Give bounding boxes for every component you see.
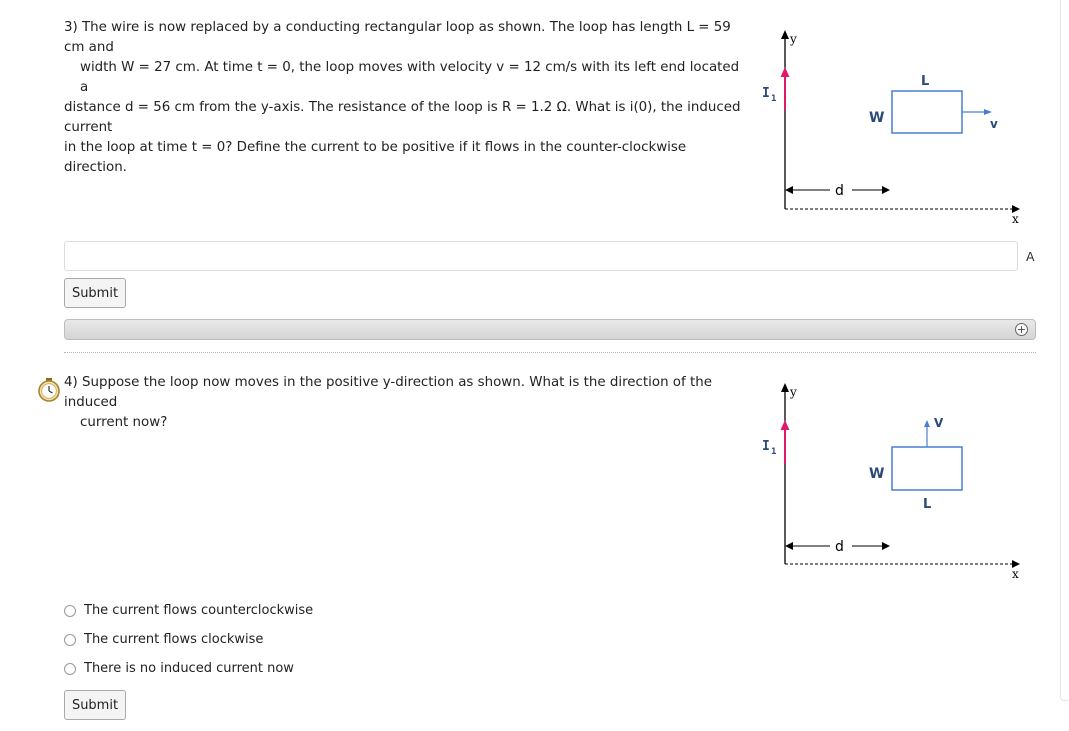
q3-w-label: W [869,110,885,126]
q3-figure [752,25,1032,230]
question-3-text [64,18,744,178]
q3-current-label: I [762,86,770,101]
q4-y-label: y [790,385,797,399]
q3-current-sub: 1 [771,94,777,104]
stopwatch-icon [38,378,60,402]
q3-y-label: y [790,32,797,46]
radio-ccw[interactable] [64,605,76,617]
q4-option-none-label: There is no induced current now [84,661,294,676]
q3-line-2: width W = 27 cm. At time t = 0, the loop moves with velocity v = 12 cm/s with its left end located a [80,60,740,95]
q4-current-label: I [762,439,770,454]
radio-none[interactable] [64,663,76,675]
q4-line-2: current now? [80,415,168,430]
q3-v-label: v [990,117,998,131]
q4-option-none[interactable] [64,661,294,676]
q3-x-label: x [1012,212,1019,226]
q4-option-cw[interactable] [64,632,263,647]
q4-line-1: 4) Suppose the loop now moves in the positive y-direction as shown. What is the direction of the induced [64,375,712,410]
q4-option-ccw-label: The current flows counterclockwise [84,603,314,618]
question-divider [64,352,1036,353]
q4-v-label: V [934,416,944,430]
question-4-text [64,373,744,433]
q3-line-4: in the loop at time t = 0? Define the current to be positive if it flows in the counter-clockwise direction. [64,140,687,175]
q3-answer-input[interactable] [64,241,1018,271]
q3-l-label: L [921,74,930,89]
q3-line-1: 3) The wire is now replaced by a conducting rectangular loop as shown. The loop has length L = 59 cm and [64,20,731,55]
q4-submit-button[interactable]: Submit [64,690,126,720]
radio-cw[interactable] [64,634,76,646]
q3-line-3: distance d = 56 cm from the y-axis. The resistance of the loop is R = 1.2 Ω. What is i(0), the induced current [64,100,741,135]
q4-d-label: d [835,539,844,555]
q4-w-label: W [869,466,885,482]
q3-feedback-bar[interactable] [64,319,1036,340]
q3-unit-label: A [1026,249,1035,264]
scrollbar[interactable] [1060,0,1069,701]
q4-option-ccw[interactable] [64,603,313,618]
q4-option-cw-label: The current flows clockwise [84,632,264,647]
q3-submit-button[interactable]: Submit [64,278,126,308]
plus-circle-icon[interactable]: + [1016,323,1027,336]
q3-d-label: d [835,183,844,199]
q4-current-sub: 1 [771,447,777,457]
q4-figure [752,378,1032,583]
q4-x-label: x [1012,567,1019,581]
q4-l-label: L [923,497,932,512]
